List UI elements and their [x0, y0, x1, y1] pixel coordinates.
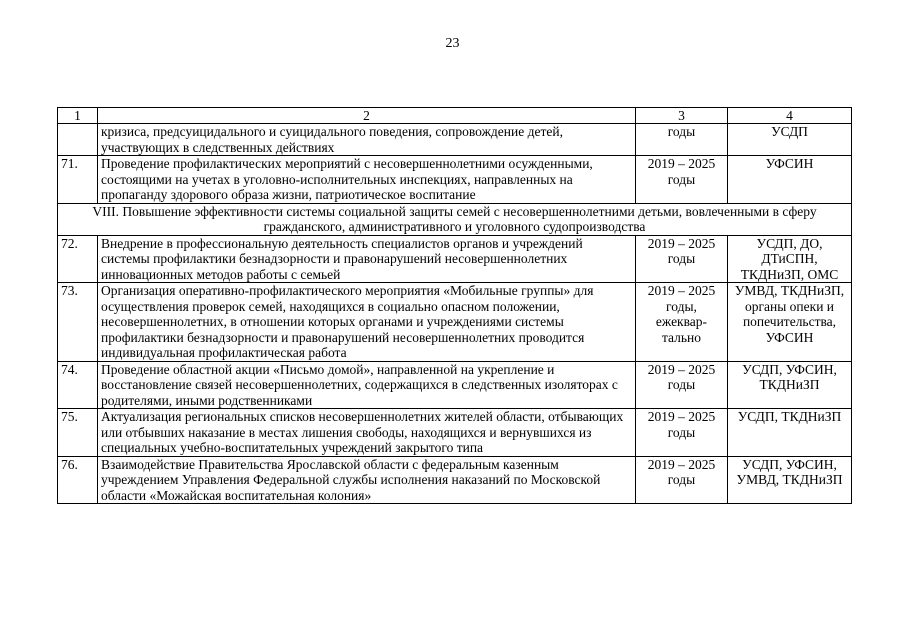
row-executors: УСДП: [728, 124, 852, 156]
row-term: 2019 – 2025 годы: [636, 235, 728, 283]
table-row: [58, 283, 852, 362]
table-row: [58, 409, 852, 457]
row-term: 2019 – 2025 годы, ежеквар-тально: [636, 283, 728, 362]
table-row: [58, 156, 852, 204]
page-number: 23: [445, 36, 460, 51]
row-executors: УСДП, ТКДНиЗП: [728, 409, 852, 457]
table-row: [58, 235, 852, 283]
row-description: Взаимодействие Правительства Ярославской области с федеральным казенным учреждением Управления Федеральной службы исполнения наказаний по Московской области «Можайская воспитательная колония»: [98, 456, 636, 504]
row-number: [58, 124, 98, 156]
row-number: 73.: [58, 283, 98, 362]
section-heading: VIII. Повышение эффективности системы социальной защиты семей с несовершеннолетними детьми, вовлеченными в сферу гражданского, административного и уголовного судопроизводства: [58, 203, 852, 235]
row-description: Организация оперативно-профилактического мероприятия «Мобильные группы» для осуществления проверок семей, находящихся в социально опасном положении, несовершеннолетних, в отношении которых органами и учреждениями системы профилактики безнадзорности и правонарушений несовершеннолетних проводится индивидуальная профилактическая работа: [98, 283, 636, 362]
table-row: [58, 456, 852, 504]
row-number: 74.: [58, 361, 98, 409]
row-number: 72.: [58, 235, 98, 283]
measures-table: [57, 107, 852, 504]
row-executors: УСДП, УФСИН, УМВД, ТКДНиЗП: [728, 456, 852, 504]
row-term: годы: [636, 124, 728, 156]
row-description: Проведение профилактических мероприятий с несовершеннолетними осужденными, состоящими на учетах в уголовно-исполнительных инспекциях, направленных на пропаганду здорового образа жизни, патриотическое воспитание: [98, 156, 636, 204]
section-heading-row: [58, 203, 852, 235]
row-number: 76.: [58, 456, 98, 504]
row-description: Внедрение в профессиональную деятельность специалистов органов и учреждений системы профилактики безнадзорности и правонарушений несовершеннолетних инновационных методов работы с семьей: [98, 235, 636, 283]
table-header-row: [58, 108, 852, 124]
row-executors: УФСИН: [728, 156, 852, 204]
row-number: 71.: [58, 156, 98, 204]
row-description: Актуализация региональных списков несовершеннолетних жителей области, отбывающих или отбывших наказание в местах лишения свободы, находящихся и вернувшихся из специальных учебно-воспитательных учреждений закрытого типа: [98, 409, 636, 457]
table-row: [58, 124, 852, 156]
row-description: кризиса, предсуицидального и суицидального поведения, сопровождение детей, участвующих в следственных действиях: [98, 124, 636, 156]
row-executors: УСДП, УФСИН, ТКДНиЗП: [728, 361, 852, 409]
row-term: 2019 – 2025 годы: [636, 456, 728, 504]
column-header-number: 1: [58, 108, 98, 124]
row-description: Проведение областной акции «Письмо домой», направленной на укрепление и восстановление связей несовершеннолетних, содержащихся в следственных изоляторах с родителями, иными родственниками: [98, 361, 636, 409]
column-header-executors: 4: [728, 108, 852, 124]
row-term: 2019 – 2025 годы: [636, 156, 728, 204]
row-term: 2019 – 2025 годы: [636, 409, 728, 457]
table-row: [58, 361, 852, 409]
row-executors: УМВД, ТКДНиЗП, органы опеки и попечительства, УФСИН: [728, 283, 852, 362]
column-header-term: 3: [636, 108, 728, 124]
row-number: 75.: [58, 409, 98, 457]
row-term: 2019 – 2025 годы: [636, 361, 728, 409]
row-executors: УСДП, ДО, ДТиСПН, ТКДНиЗП, ОМС: [728, 235, 852, 283]
column-header-description: 2: [98, 108, 636, 124]
